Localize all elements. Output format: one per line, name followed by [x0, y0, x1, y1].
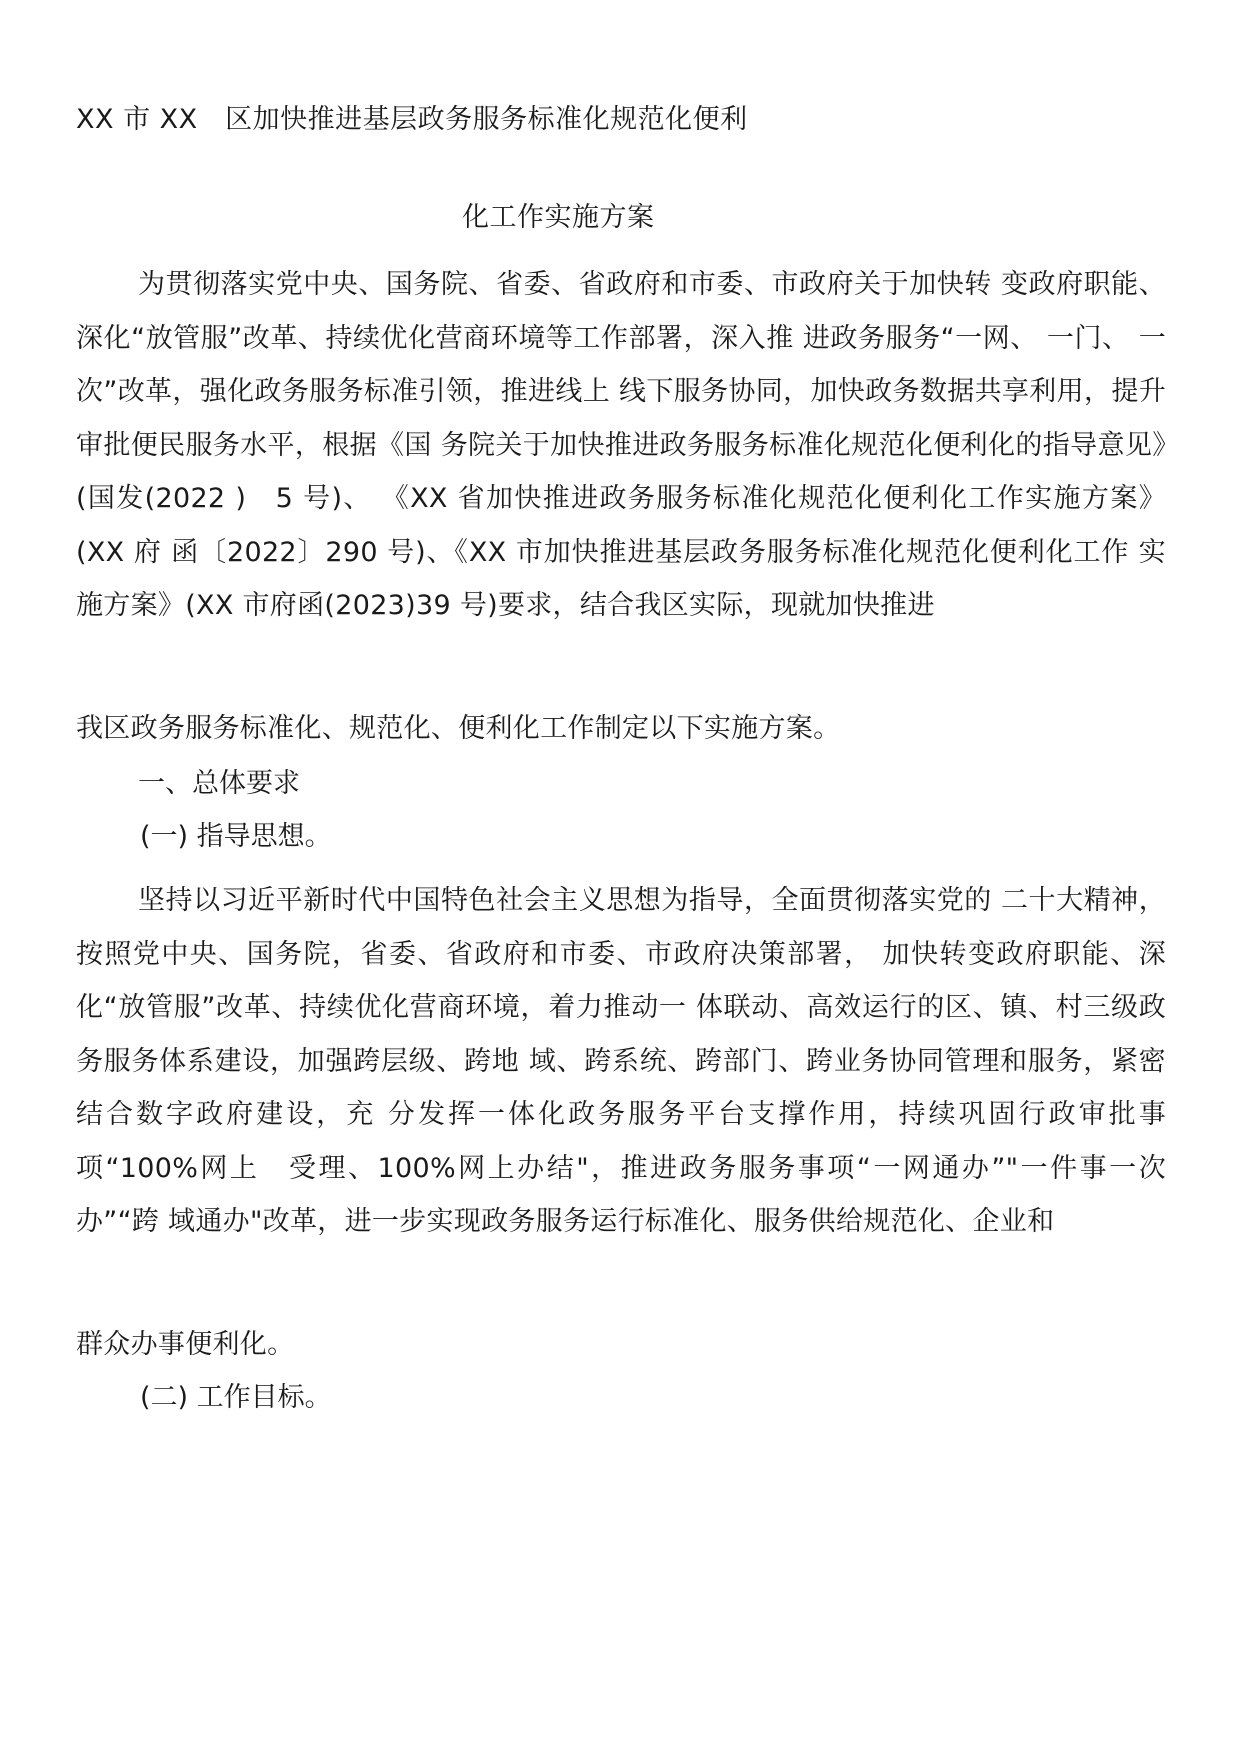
document-title-line-1: XX 市 XX 区加快推进基层政务服务标准化规范化便利 [76, 104, 748, 135]
subsection-heading-work-goals: (二) 工作目标。 [140, 1382, 332, 1413]
subsection-heading-guiding-ideology: (一) 指导思想。 [140, 821, 332, 852]
document-title-line-2: 化工作实施方案 [462, 202, 655, 233]
guiding-ideology-paragraph-tail: 群众办事便利化。 [76, 1329, 295, 1360]
guiding-ideology-paragraph: 坚持以习近平新时代中国特色社会主义思想为指导，全面贯彻落实党的 二十大精神，按照党中央、国务院，省委、省政府和市委、市政府决策部署， 加快转变政府职能、深化“放管服”改革、持续优化营商环境，着力推动一 体联动、高效运行的区、镇、村三级政务服务体系建设，加强跨层级、跨地 域、跨系统、跨部门、跨业务协同管理和服务，紧密结合数字政府建设，充 分发挥一体化政务服务平台支撑作用，持续巩固行政审批事项“100%网上 受理、100%网上办结"，推进政务服务事项“一网通办”"一件事一次办”“跨 域通办"改革，进一步实现政务服务运行标准化、服务供给规范化、企业和 [76, 885, 1166, 1237]
intro-paragraph-tail: 我区政务服务标准化、规范化、便利化工作制定以下实施方案。 [76, 713, 841, 744]
section-heading-general-requirements: 一、总体要求 [138, 768, 300, 799]
intro-paragraph: 为贯彻落实党中央、国务院、省委、省政府和市委、市政府关于加快转 变政府职能、深化“放管服”改革、持续优化营商环境等工作部署，深入推 进政务服务“一网、 一门、 一次”改革，强化政务服务标准引领，推进线上 线下服务协同，加快政务数据共享利用，提升审批便民服务水平，根据《国 务院关于加快推进政务服务标准化规范化便利化的指导意见》(国发(2022 ) 5 号)、 《XX 省加快推进政务服务标准化规范化便利化工作实施方案》(XX 府 函〔2022〕290 号)、《XX 市加快推进基层政务服务标准化规范化便利化工作 实施方案》(XX 市府函(2023)39 号)要求，结合我区实际，现就加快推进 [76, 269, 1166, 621]
